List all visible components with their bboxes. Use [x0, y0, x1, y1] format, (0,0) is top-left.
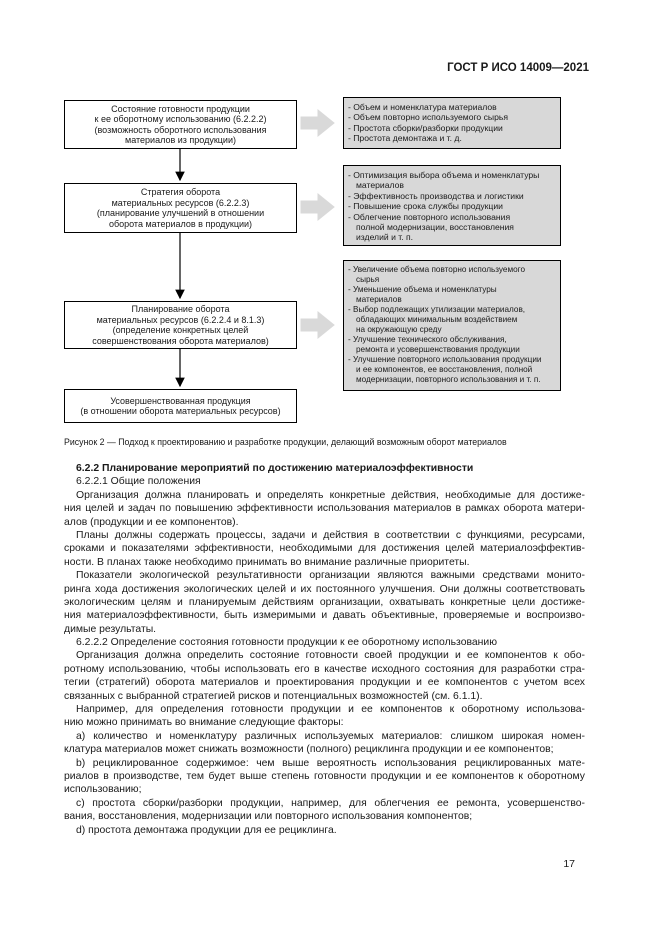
text-line: риалов в производстве, тем будет выше степень готовности продукции и ее компонентов к оборотному	[64, 770, 585, 782]
document-header: ГОСТ Р ИСО 14009—2021	[447, 62, 589, 74]
flow-box-planning: Планирование оборота материальных ресурсов (6.2.2.4 и 8.1.3) (определение конкретных целей совершенствования оборота материалов)	[64, 301, 297, 349]
text-line: тегии (стратегий) оборота материалов и проектирования продукции и ее компонентов с учетом всех	[64, 677, 585, 689]
text-line: b) рециклированное содержимое: чем выше вероятность использования рециклированных мате-	[76, 757, 585, 769]
text-line: ния материалоэффективности, быть измеримыми и давать объективные, проверяемые и воспроизво-	[64, 610, 585, 622]
text-line: сроками и показателями эффективности, необходимыми для достижения целей материалоэффектив-	[64, 543, 585, 555]
text-line: нию можно принимать во внимание следующие факторы:	[64, 717, 344, 729]
text-line: с) простота сборки/разборки продукции, например, для облегчения ее ремонта, усовершенство-	[76, 797, 585, 809]
text-line: вания, восстановления, модернизации или повторного использования компонентов;	[64, 811, 473, 823]
grey-arrow-1	[301, 110, 334, 136]
text-line: 6.2.2.2 Определение состояния готовности продукции к ее оборотному использованию	[76, 637, 497, 649]
figure-caption: Рисунок 2 — Подход к проектированию и разработке продукции, делающий возможным оборот материалов	[64, 437, 507, 447]
grey-arrow-2	[301, 194, 334, 220]
text-line: Например, для определения готовности продукции и ее компонентов к оборотному использова-	[76, 704, 585, 716]
text-line: димые результаты.	[64, 623, 157, 635]
flow-box-improved-product: Усовершенствованная продукция (в отношении оборота материальных ресурсов)	[64, 389, 297, 423]
text-line: использованию;	[64, 784, 142, 796]
text-line: связанных с выбранной стратегией рисков и потенциальных возможностей (см. 6.1.1).	[64, 690, 483, 702]
text-line: d) простота демонтажа продукции для ее рециклинга.	[76, 824, 337, 836]
body-text	[64, 462, 585, 837]
text-line: Организация должна планировать и определять конкретные действия, необходимые для достиже-	[76, 489, 585, 501]
text-line: 6.2.2.1 Общие положения	[76, 476, 201, 488]
factor-box-strategy: - Оптимизация выбора объема и номенклатуры материалов - Эффективность производства и логистики - Повышение срока службы продукции - Облегчение повторного использования полной модернизации, восстановления изделий и т. п.	[343, 165, 561, 246]
text-line: Показатели экологической результативности организации являются важными средствами монито-	[76, 570, 585, 582]
text-line: алов (продукции и ее компонентов).	[64, 516, 239, 528]
grey-arrow-3	[301, 312, 334, 338]
page-number: 17	[563, 858, 575, 870]
text-line: ния целей и задач по повышению эффективности использования материалов в рамках оборота матери-	[64, 503, 585, 515]
flow-box-readiness: Состояние готовности продукции к ее оборотному использованию (6.2.2.2) (возможность оборотного использования материалов из продукции)	[64, 100, 297, 149]
factor-box-readiness: - Объем и номенклатура материалов - Объем повторно используемого сырья - Простота сборки/разборки продукции - Простота демонтажа и т. д.	[343, 97, 561, 149]
text-line: клатура материалов может снижать возможности (полного) рециклинга продукции и ее компонентов;	[64, 744, 554, 756]
text-line: ротному использованию, чтобы использовать его в качестве исходного состояния для разработки стра-	[64, 663, 585, 675]
flow-box-strategy: Стратегия оборота материальных ресурсов (6.2.2.3) (планирование улучшений в отношении оборота материалов в продукции)	[64, 183, 297, 233]
text-line: Планы должны содержать процессы, задачи и действия в соответствии с функциями, ресурсами,	[76, 529, 585, 541]
text-line: экологическим целям и планируемым действиям организации, охватывать конкретные цели достиже-	[64, 596, 585, 608]
text-line: Организация должна определить состояние готовности своей продукции и ее компонентов к обо-	[76, 650, 585, 662]
text-line: ринга хода достижения экологических целей и их постоянного улучшения. Они должны соответствовать	[64, 583, 585, 595]
text-line: ности. В планах также необходимо принимать во внимание различные приоритеты.	[64, 556, 470, 568]
factor-box-planning: - Увеличение объема повторно используемого сырья - Уменьшение объема и номенклатуры материалов - Выбор подлежащих утилизации материалов, обладающих минимальным воздействием на окружающую среду - Улучшение технического обслуживания, ремонта и усовершенствования продукции - Улучшение повторного использования продукции и ее компонентов, ее восстановления, полной модернизации, повторного использования и т. п.	[343, 260, 561, 391]
text-line: а) количество и номенклатуру различных используемых материалов: слишком широкая номен-	[76, 730, 585, 742]
text-line: 6.2.2 Планирование мероприятий по достижению материалоэффективности	[76, 463, 474, 474]
